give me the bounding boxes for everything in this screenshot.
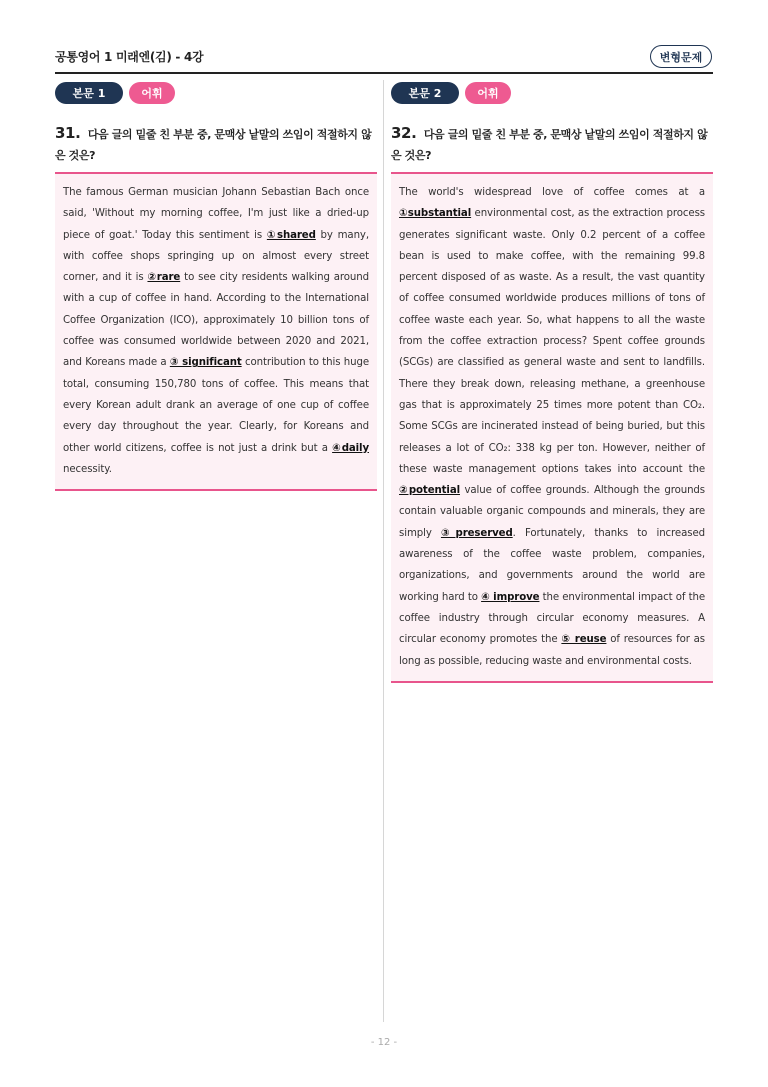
- underlined-choice: ②rare: [147, 272, 181, 284]
- question-number: 32.: [391, 124, 417, 142]
- page-title: 공통영어 1 미래엔(김) - 4강: [55, 50, 204, 64]
- underlined-choice: ①substantial: [399, 208, 472, 220]
- underlined-choice: ④ improve: [481, 591, 540, 603]
- passage-text: contribution to this huge total, consuming 150,780 tons of coffee. This means that every Korean adult drank an average of one cup of coffee every day throughout the year. Clearly, for Koreans and other world citizens, coffee is not just a drink but a: [63, 357, 369, 454]
- passage-text: the environmental impact of the coffee industry through circular economy measures. A circular economy promotes the: [399, 591, 705, 646]
- underlined-choice: ③ significant: [169, 357, 242, 369]
- passage-text: . Fortunately, thanks to increased awareness of the coffee waste problem, companies, organizations, and governments around the world are working hard to: [399, 527, 705, 603]
- underlined-choice: ⑤ reuse: [561, 634, 607, 646]
- tab-vocabulary[interactable]: 어휘: [129, 82, 175, 104]
- passage-text: by many, with coffee shops springing up on almost every street corner, and it is: [63, 229, 369, 284]
- tab-passage-1[interactable]: 본문 1: [55, 82, 123, 104]
- passage-text: The world's widespread love of coffee comes at a: [399, 187, 705, 198]
- passage-box: [391, 174, 713, 683]
- variant-badge: 변형문제: [650, 45, 712, 68]
- question-text: 다음 글의 밑줄 친 부분 중, 문맥상 낱말의 쓰임이 적절하지 않은 것은?: [55, 128, 372, 162]
- tab-group: [55, 82, 377, 104]
- underlined-choice: ③preserved: [440, 527, 513, 539]
- passage-text: to see city residents walking around with a cup of coffee in hand. According to the International Coffee Organization (ICO), approximately 10 billion tons of coffee was consumed worldwide between 2020 and 2021, and Koreans made a: [63, 272, 370, 369]
- tab-passage-2[interactable]: 본문 2: [391, 82, 459, 104]
- question-column-2: [391, 82, 713, 683]
- question-text: 다음 글의 밑줄 친 부분 중, 문맥상 낱말의 쓰임이 적절하지 않은 것은?: [391, 128, 708, 162]
- tab-group: [391, 82, 713, 104]
- tab-vocabulary[interactable]: 어휘: [465, 82, 511, 104]
- underlined-choice: ④daily: [332, 442, 369, 454]
- column-divider: [383, 80, 384, 1022]
- passage-text: The famous German musician Johann Sebastian Bach once said, 'Without my morning coffee, I'm just like a dried-up piece of goat.' Today this sentiment is: [63, 187, 369, 241]
- underlined-choice: ①shared: [266, 229, 316, 241]
- page-number: - 12 -: [370, 1037, 398, 1048]
- header-divider: [55, 72, 713, 74]
- question-number: 31.: [55, 124, 81, 142]
- passage-text: value of coffee grounds. Although the grounds contain valuable organic compounds and minerals, they are simply: [399, 485, 705, 539]
- question-column-1: [55, 82, 377, 491]
- passage-text: of resources for as long as possible, reducing waste and environmental costs.: [399, 634, 705, 667]
- question-prompt: [391, 123, 713, 174]
- passage-box: [55, 174, 377, 491]
- passage-text: necessity.: [63, 463, 112, 475]
- question-prompt: [55, 123, 377, 174]
- passage-text: environmental cost, as the extraction process generates significant waste. Only 0.2 percent of a coffee bean is used to make coffee, with the remaining 99.8 percent disposed of as waste. As a result, the vast quantity of coffee consumed worldwide produces millions of tons of coffee waste each year. So, what happens to all the waste from the coffee extraction process? Spent coffee grounds (SCGs) are classified as general waste and sent to landfills. There they break down, releasing methane, a greenhouse gas that is approximately 25 times more potent than CO₂. Some SCGs are incinerated instead of being buried, but this releases a lot of CO₂: 338 kg per ton. However, neither of these waste management options takes into account the: [399, 208, 706, 475]
- underlined-choice: ②potential: [399, 485, 460, 497]
